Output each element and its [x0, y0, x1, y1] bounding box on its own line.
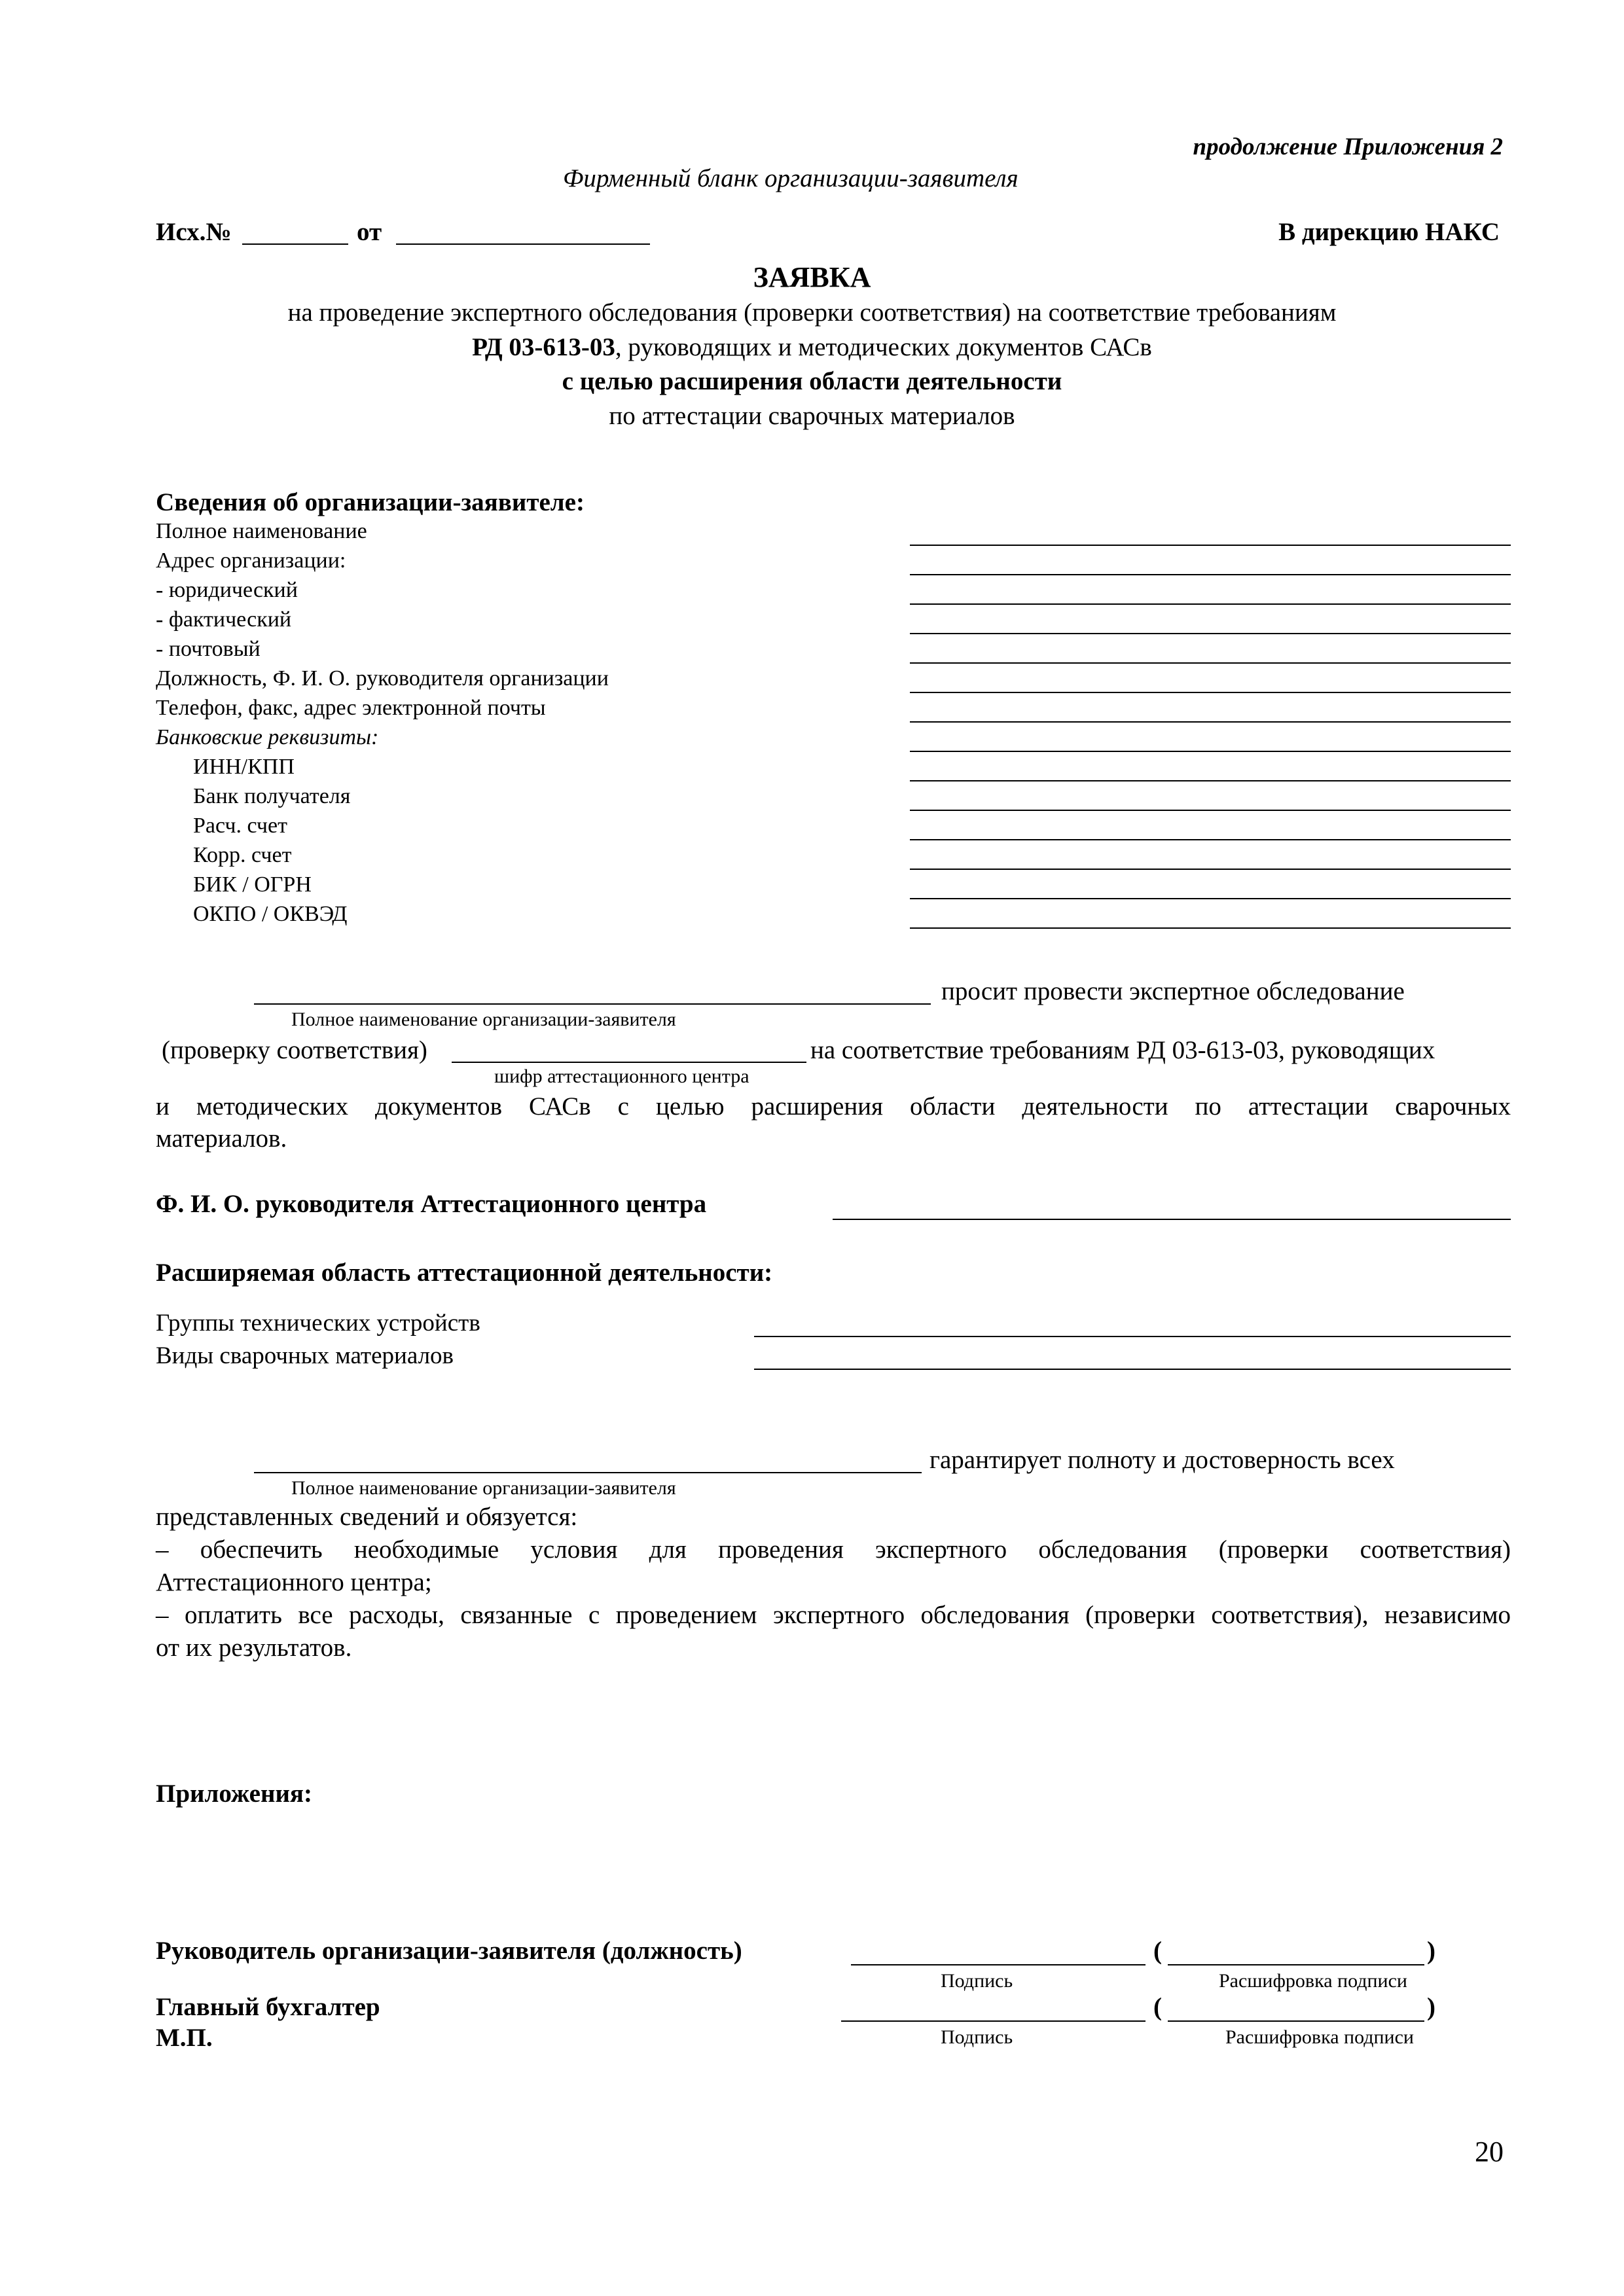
head-signature-label: Руководитель организации-заявителя (должность): [156, 1937, 742, 1965]
accountant-label: Главный бухгалтер: [156, 1993, 380, 2021]
accountant-open-paren: (: [1153, 1993, 1162, 2021]
center-head-label: Ф. И. О. руководителя Аттестационного центра: [156, 1190, 707, 1218]
field-line-inn[interactable]: [910, 780, 1511, 781]
scope-field-material-types[interactable]: [754, 1369, 1511, 1370]
scope-label-material-types: Виды сварочных материалов: [156, 1342, 454, 1369]
guarantee-org-name-field[interactable]: [254, 1472, 922, 1473]
field-label-head: Должность, Ф. И. О. руководителя организации: [156, 666, 609, 691]
document-title: ЗАЯВКА: [753, 261, 871, 293]
title-line1: на проведение экспертного обследования (проверки соответствия) на соответствие требованиям: [287, 298, 1337, 327]
field-label-address: Адрес организации:: [156, 548, 346, 573]
guarantee-item1-line2: Аттестационного центра;: [156, 1568, 432, 1596]
request-continuation: и методических документов САСв с целью расширения области деятельности по аттестации сварочных: [156, 1092, 1511, 1121]
date-label: от: [357, 218, 382, 246]
letterhead-caption: Фирменный бланк организации-заявителя: [563, 164, 1019, 192]
org-name-field[interactable]: [254, 1003, 931, 1005]
head-signature-caption: Подпись: [941, 1970, 1013, 1992]
field-line-contacts[interactable]: [910, 721, 1511, 723]
center-head-field[interactable]: [833, 1219, 1511, 1220]
addressee: В дирекцию НАКС: [1278, 218, 1500, 246]
field-label-corr-account: Корр. счет: [193, 843, 292, 867]
guarantee-text: гарантирует полноту и достоверность всех: [929, 1446, 1395, 1474]
field-line-bik[interactable]: [910, 898, 1511, 899]
field-label-account: Расч. счет: [193, 814, 287, 838]
title-line4: по аттестации сварочных материалов: [609, 402, 1015, 430]
scope-label-device-groups: Группы технических устройств: [156, 1310, 480, 1336]
attachments-label: Приложения:: [156, 1780, 313, 1808]
outgoing-no-field[interactable]: [242, 243, 348, 245]
field-line-address[interactable]: [910, 574, 1511, 575]
date-field[interactable]: [396, 243, 650, 245]
field-line-postal[interactable]: [910, 662, 1511, 664]
head-decipher-caption: Расшифровка подписи: [1219, 1970, 1407, 1992]
guarantee-line1: представленных сведений и обязуется:: [156, 1503, 578, 1531]
field-label-actual: - фактический: [156, 607, 292, 632]
field-label-postal: - почтовый: [156, 637, 261, 661]
field-line-bank[interactable]: [910, 810, 1511, 811]
head-signature-field[interactable]: [851, 1964, 1146, 1965]
accountant-signature-field[interactable]: [841, 2020, 1146, 2022]
field-line-okpo[interactable]: [910, 927, 1511, 929]
field-label-bank: Банк получателя: [193, 784, 351, 808]
field-label-contacts: Телефон, факс, адрес электронной почты: [156, 696, 546, 720]
field-line-legal[interactable]: [910, 603, 1511, 605]
accountant-decipher-field[interactable]: [1168, 2020, 1424, 2022]
head-decipher-field[interactable]: [1168, 1964, 1424, 1965]
continuation-note: продолжение Приложения 2: [1193, 134, 1503, 160]
title-line2: [0, 332, 1624, 362]
field-line-full-name[interactable]: [910, 545, 1511, 546]
guarantee-item2-line2: от их результатов.: [156, 1634, 352, 1662]
request-asks-text: просит провести экспертное обследование: [941, 977, 1405, 1005]
org-info-heading: Сведения об организации-заявителе:: [156, 488, 585, 516]
title-line2-rest: , руководящих и методических документов САСв: [615, 333, 1152, 361]
scope-heading: Расширяемая область аттестационной деятельности:: [156, 1259, 773, 1287]
field-label-okpo: ОКПО / ОКВЭД: [193, 902, 348, 926]
accountant-close-paren: ): [1427, 1993, 1435, 2021]
head-close-paren: ): [1427, 1937, 1435, 1965]
title-line3: с целью расширения области деятельности: [562, 367, 1062, 395]
field-line-head[interactable]: [910, 692, 1511, 693]
head-open-paren: (: [1153, 1937, 1162, 1965]
guarantee-item1-line1: – обеспечить необходимые условия для проведения экспертного обследования (проверки соответствия): [156, 1535, 1511, 1564]
center-code-caption: шифр аттестационного центра: [494, 1066, 749, 1087]
field-label-legal: - юридический: [156, 578, 298, 602]
request-compliance-text: на соответствие требованиям РД 03-613-03, руководящих: [810, 1036, 1435, 1064]
request-check-text: (проверку соответствия): [162, 1036, 427, 1064]
field-line-corr-account[interactable]: [910, 869, 1511, 870]
stamp-label: М.П.: [156, 2024, 213, 2052]
scope-field-device-groups[interactable]: [754, 1336, 1511, 1337]
outgoing-no-label: Исх.№: [156, 218, 232, 246]
field-label-bik: БИК / ОГРН: [193, 872, 312, 897]
field-label-inn: ИНН/КПП: [193, 755, 295, 779]
request-continuation-end: материалов.: [156, 1124, 287, 1153]
org-name-caption: Полное наименование организации-заявителя: [291, 1009, 676, 1030]
accountant-signature-caption: Подпись: [941, 2026, 1013, 2048]
field-label-bank-details: Банковские реквизиты:: [156, 725, 379, 749]
rd-code: РД 03-613-03: [472, 333, 615, 361]
guarantee-item2-line1: – оплатить все расходы, связанные с проведением экспертного обследования (проверки соответствия), независимо: [156, 1601, 1511, 1629]
center-code-field[interactable]: [452, 1062, 806, 1063]
guarantee-org-name-caption: Полное наименование организации-заявителя: [291, 1477, 676, 1499]
field-label-full-name: Полное наименование: [156, 519, 367, 543]
field-line-account[interactable]: [910, 839, 1511, 840]
field-line-actual[interactable]: [910, 633, 1511, 634]
field-line-bank-details[interactable]: [910, 751, 1511, 752]
page-number: 20: [1475, 2136, 1504, 2168]
accountant-decipher-caption: Расшифровка подписи: [1225, 2026, 1414, 2048]
